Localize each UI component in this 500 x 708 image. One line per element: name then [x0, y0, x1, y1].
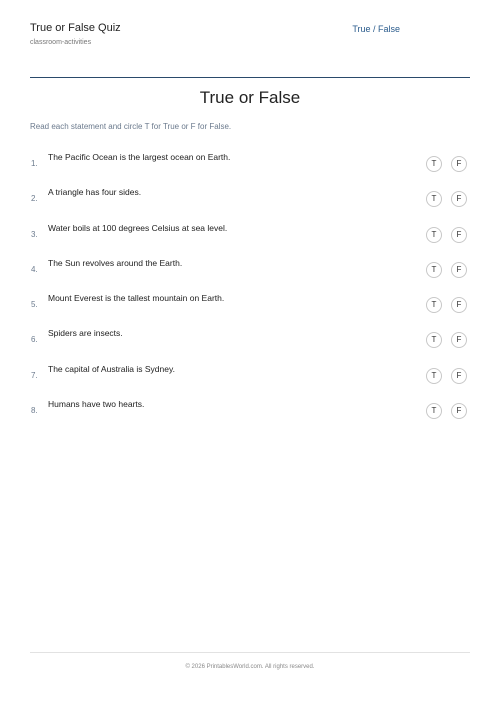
footer-divider — [30, 652, 470, 653]
question-item — [30, 397, 470, 432]
true-choice[interactable]: T — [426, 403, 442, 419]
question-number: 5. — [31, 300, 38, 310]
question-number: 8. — [31, 406, 38, 416]
document-subtitle: classroom-activities — [30, 39, 92, 46]
false-choice[interactable]: F — [451, 297, 467, 313]
false-choice[interactable]: F — [451, 262, 467, 278]
question-number: 6. — [31, 335, 38, 345]
true-choice[interactable]: T — [426, 191, 442, 207]
question-number: 4. — [31, 264, 38, 274]
question-item — [30, 256, 470, 291]
question-number: 3. — [31, 229, 38, 239]
question-number: 1. — [31, 159, 38, 168]
page-header — [30, 22, 470, 52]
true-choice[interactable]: T — [426, 156, 442, 172]
document-title: True or False Quiz — [30, 22, 121, 34]
false-choice[interactable]: F — [451, 156, 467, 172]
question-text: A triangle has four sides. — [48, 187, 142, 198]
question-item — [30, 291, 470, 326]
false-choice[interactable]: F — [451, 191, 467, 207]
question-item — [30, 362, 470, 397]
question-text: The Sun revolves around the Earth. — [48, 257, 183, 268]
true-choice[interactable]: T — [426, 262, 442, 278]
question-text: Mount Everest is the tallest mountain on Earth. — [48, 293, 225, 304]
question-item — [30, 150, 470, 185]
worksheet-title: True or False — [199, 88, 301, 107]
true-choice[interactable]: T — [426, 227, 442, 243]
header-divider — [30, 77, 470, 78]
worksheet-category-link[interactable]: True / False — [352, 24, 400, 34]
worksheet-instructions: Read each statement and circle T for True or F for False. — [30, 122, 232, 131]
question-item — [30, 185, 470, 220]
question-text: Water boils at 100 degrees Celsius at sea level. — [48, 222, 228, 233]
question-number: 7. — [31, 370, 38, 380]
false-choice[interactable]: F — [451, 403, 467, 419]
question-text: Spiders are insects. — [48, 328, 123, 339]
question-list — [30, 150, 470, 432]
question-item — [30, 326, 470, 361]
question-text: The Pacific Ocean is the largest ocean on Earth. — [48, 152, 231, 162]
false-choice[interactable]: F — [451, 227, 467, 243]
copyright-notice: © 2026 PrintablesWorld.com. All rights reserved. — [185, 664, 315, 670]
question-text: Humans have two hearts. — [48, 399, 145, 410]
true-choice[interactable]: T — [426, 297, 442, 313]
false-choice[interactable]: F — [451, 332, 467, 348]
question-text: The capital of Australia is Sydney. — [48, 363, 175, 374]
question-number: 2. — [31, 194, 38, 204]
false-choice[interactable]: F — [451, 368, 467, 384]
true-choice[interactable]: T — [426, 332, 442, 348]
true-choice[interactable]: T — [426, 368, 442, 384]
question-item — [30, 221, 470, 256]
